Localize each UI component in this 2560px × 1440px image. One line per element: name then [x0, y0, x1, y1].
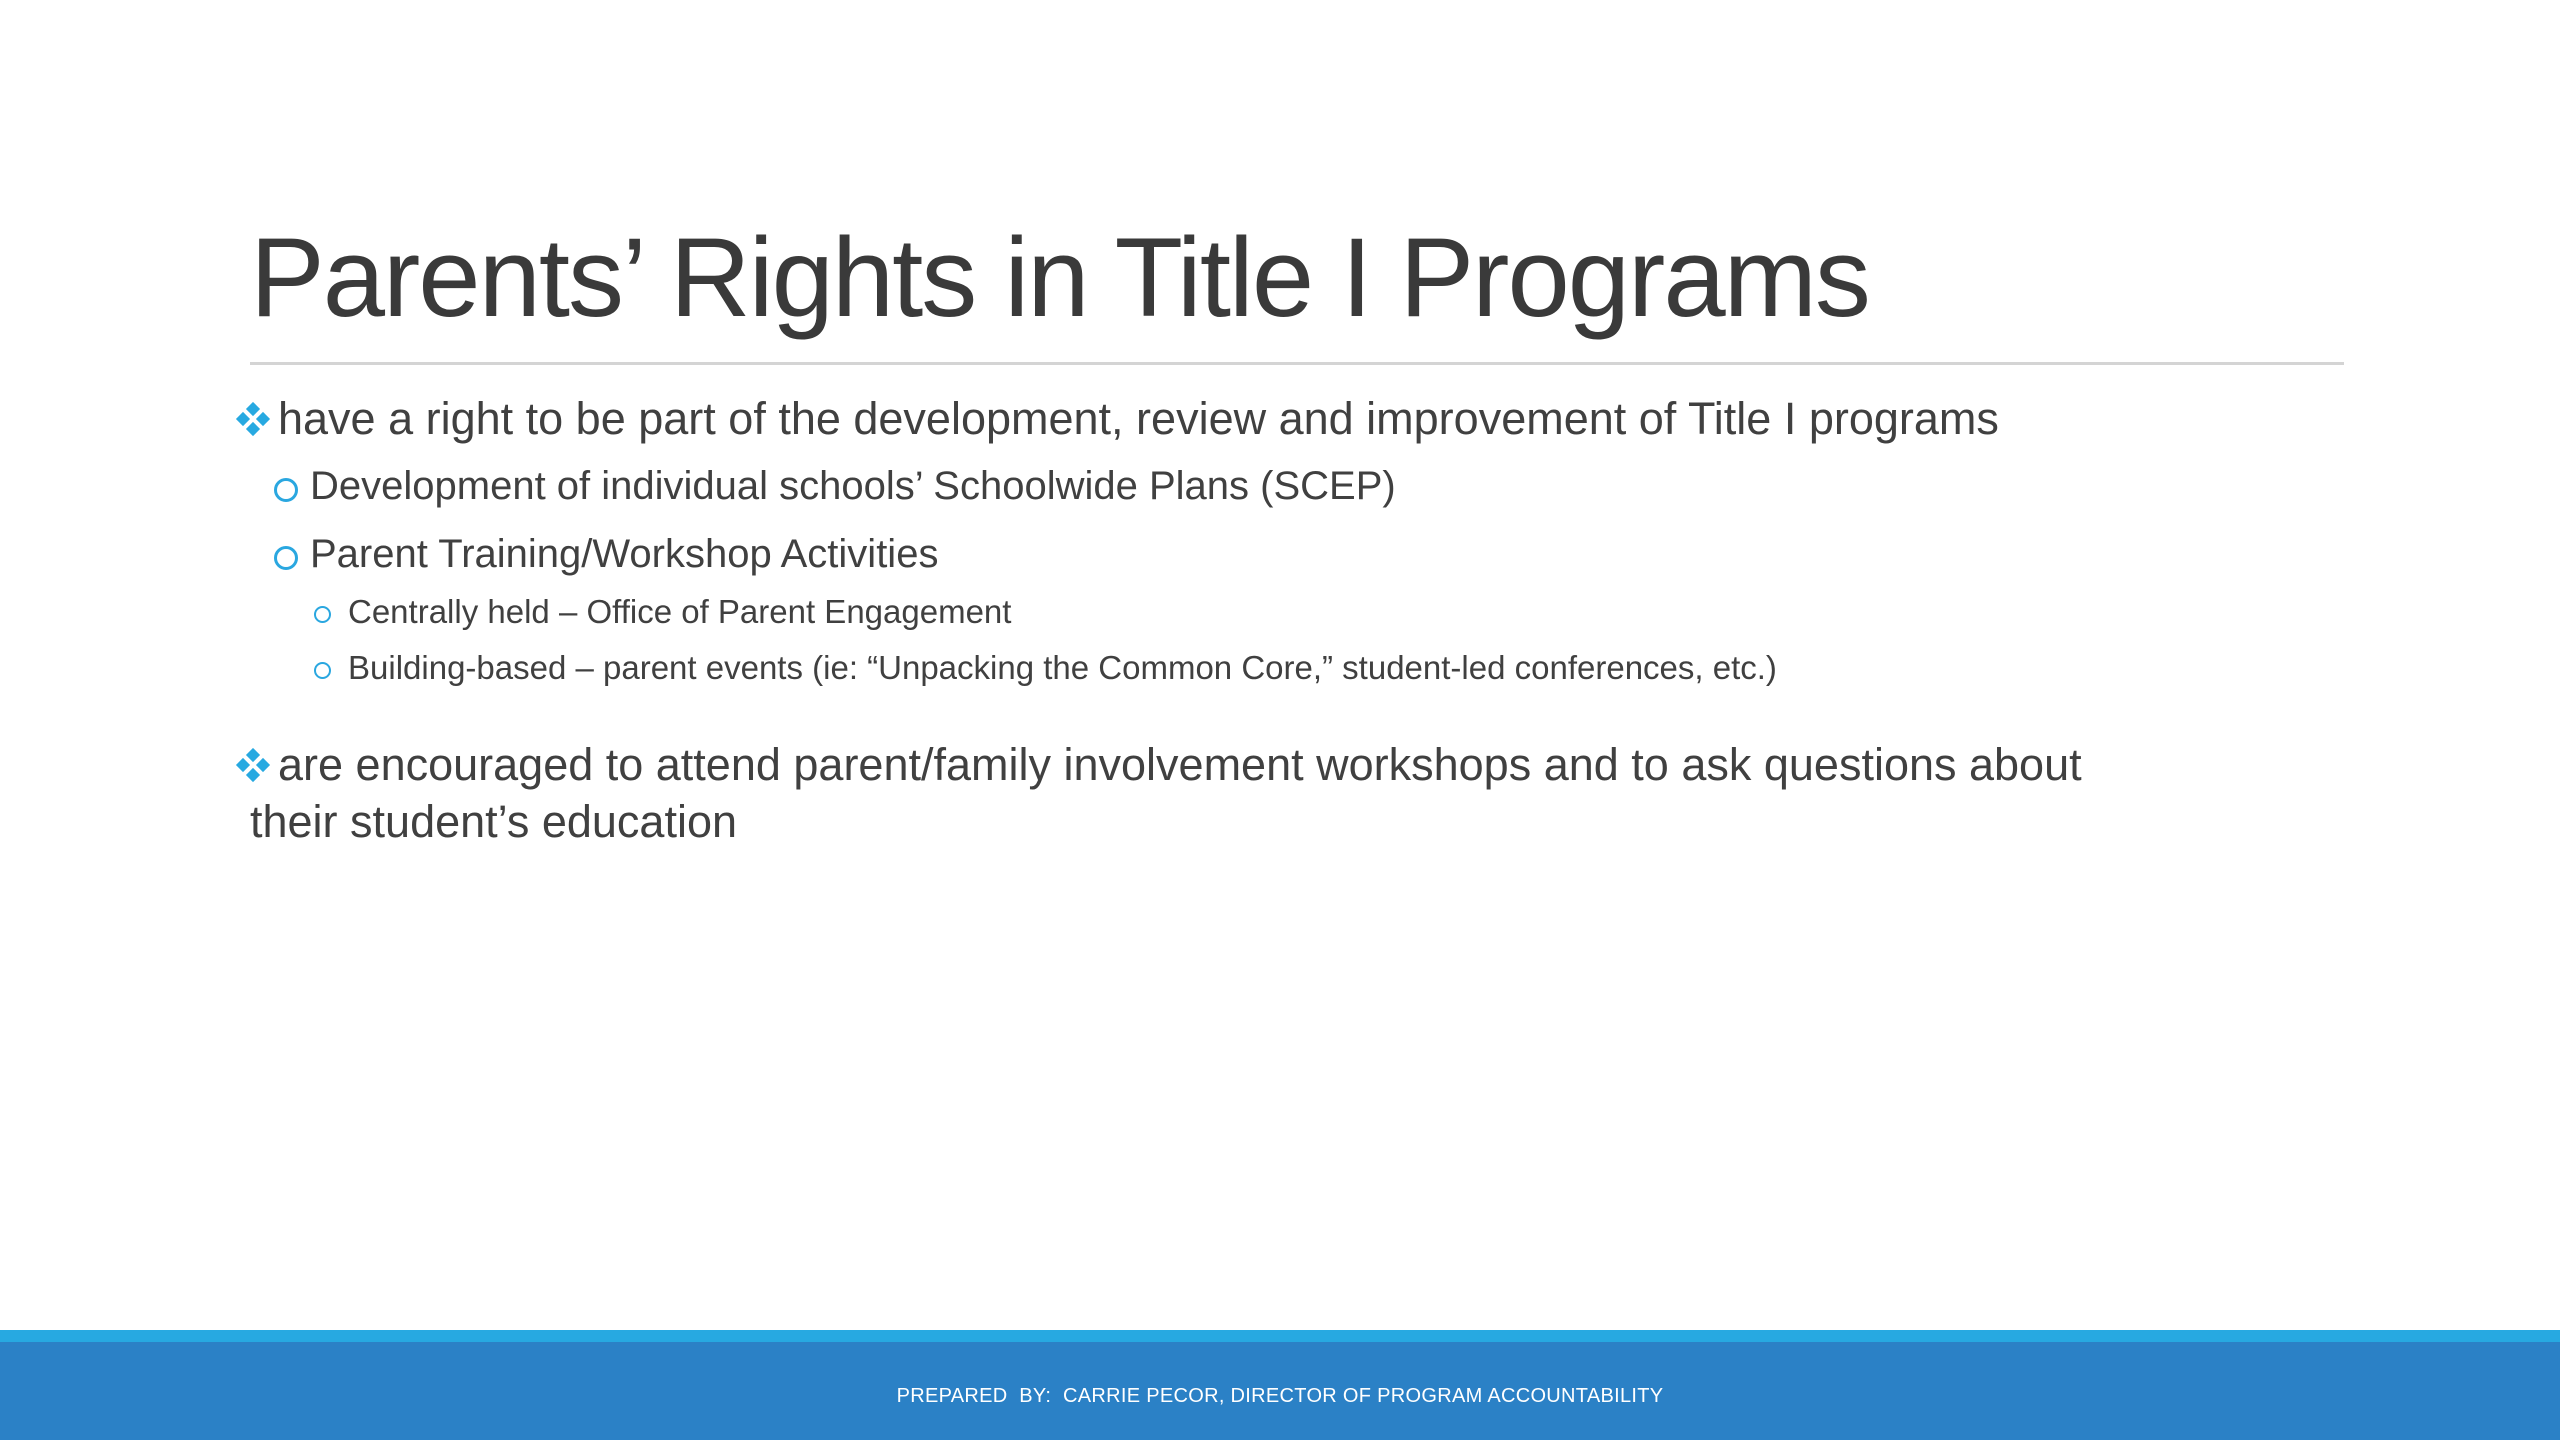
small-circle-outline-icon	[314, 662, 331, 679]
footer-credit: PREPARED BY: CARRIE PECOR, DIRECTOR OF PROGRAM ACCOUNTABILITY	[896, 1384, 1664, 1407]
bullet-text: Parent Training/Workshop Activities	[310, 532, 939, 576]
bullet-text-continuation: their student’s education	[250, 796, 738, 847]
bullet-level1	[232, 390, 2312, 447]
small-circle-outline-icon	[314, 606, 331, 623]
bullet-level1-second	[232, 736, 2332, 850]
slide-title: Parents’ Rights in Title I Programs	[250, 215, 1869, 340]
footer-band	[0, 1342, 2560, 1440]
diamond-cluster-icon	[234, 748, 272, 786]
bullet-text: are encouraged to attend parent/family involvement workshops and to ask questions about	[278, 739, 2082, 790]
bullet-level2	[232, 527, 2312, 581]
diamond-cluster-icon	[234, 402, 272, 440]
bullet-level3	[232, 645, 2312, 691]
slide-content	[232, 390, 2312, 691]
bullet-line	[232, 736, 2332, 793]
bullet-text: Development of individual schools’ Schoolwide Plans (SCEP)	[310, 464, 1396, 508]
title-divider	[250, 362, 2344, 365]
bullet-text: Centrally held – Office of Parent Engagement	[348, 593, 1012, 630]
footer-accent-stripe	[0, 1330, 2560, 1342]
circle-outline-icon	[274, 478, 298, 502]
bullet-level2	[232, 459, 2312, 513]
bullet-text: Building-based – parent events (ie: “Unpacking the Common Core,” student-led conferences, etc.)	[348, 649, 1777, 686]
bullet-level3	[232, 589, 2312, 635]
circle-outline-icon	[274, 546, 298, 570]
bullet-text: have a right to be part of the development, review and improvement of Title I programs	[278, 393, 1999, 444]
